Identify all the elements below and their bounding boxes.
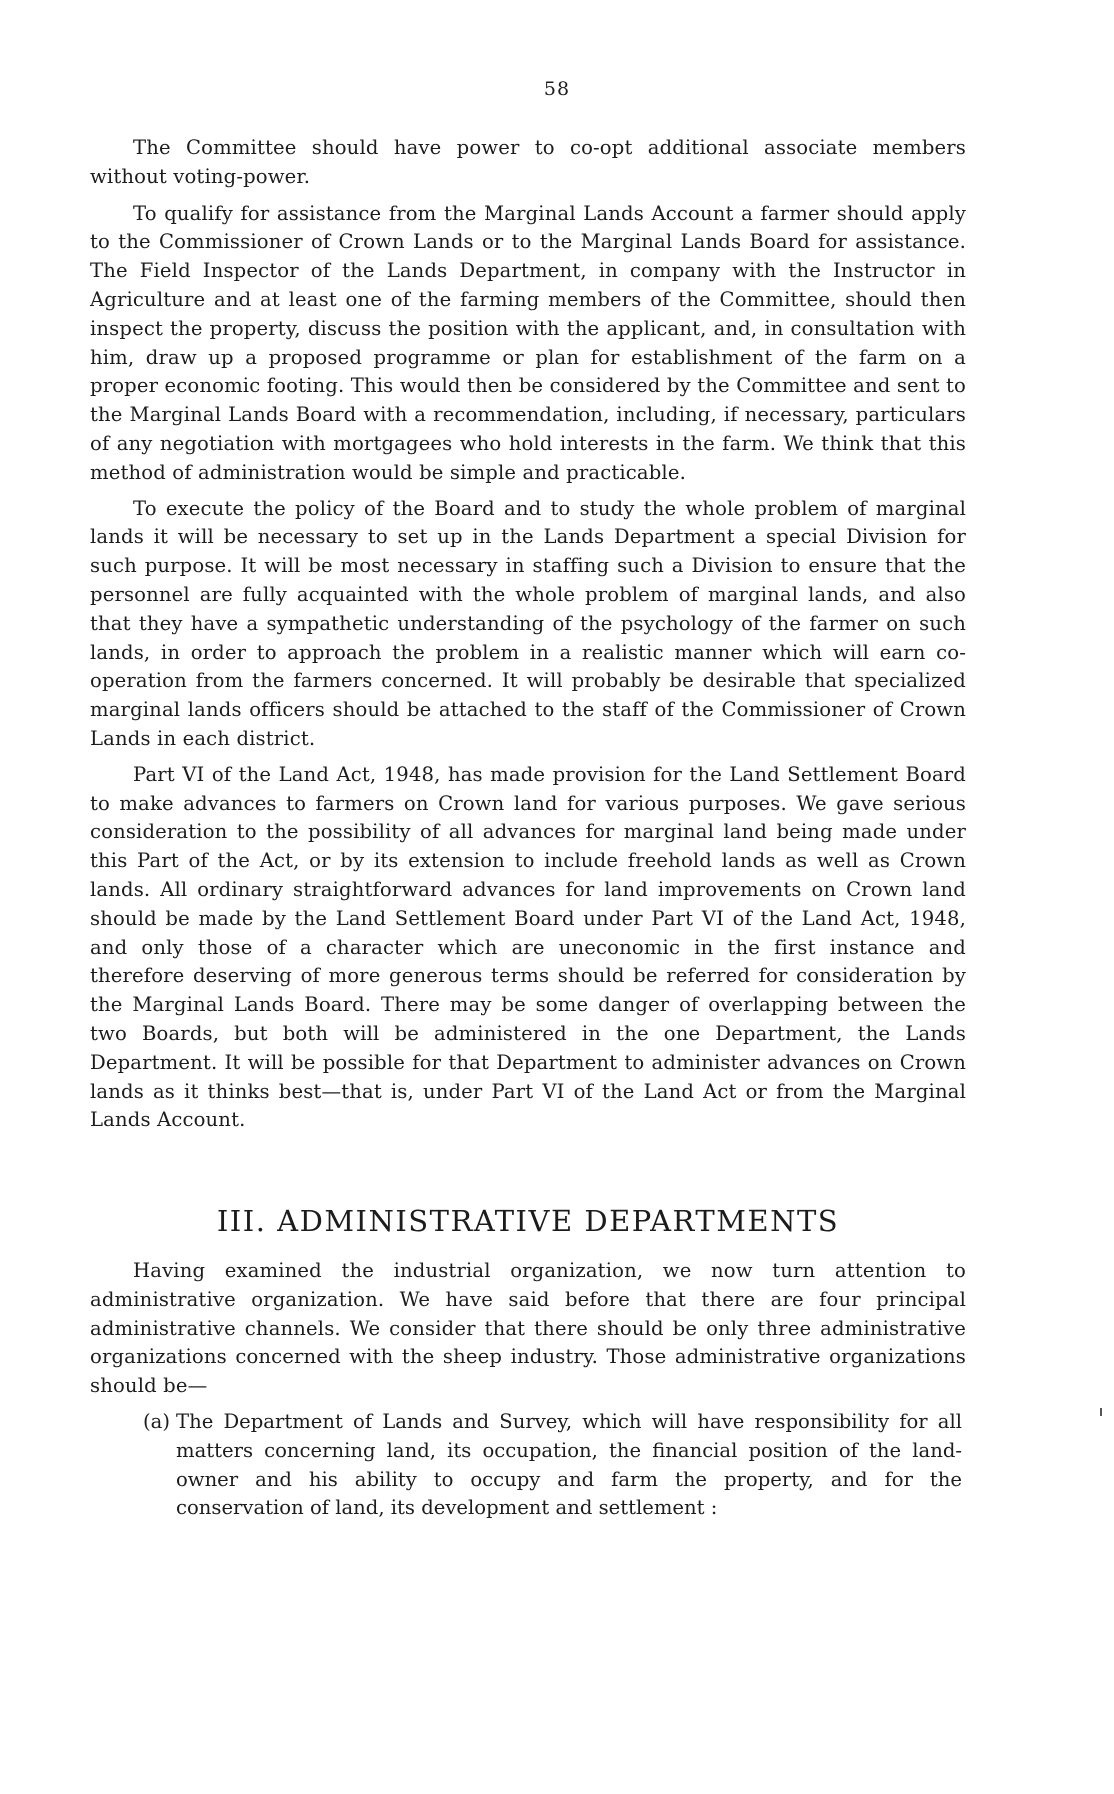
page-number: 58 — [543, 78, 571, 100]
organizations-list — [90, 1408, 966, 1523]
section-intro-paragraph: Having examined the industrial organization, we now turn attention to administrative organization. We have said before that there are four principal administrative channels. We consider that there should be only three administrative organizations concerned with the sheep industry. Those administrative organizations should be— — [90, 1259, 966, 1398]
list-item-text: The Department of Lands and Survey, which will have responsibility for all matters concerning land, its occupation, the financial position of the land-owner and his ability to occupy and farm the property, and for the conservation of land, its development and settlement : — [176, 1410, 962, 1520]
paragraph-part-vi-land-act: Part VI of the Land Act, 1948, has made provision for the Land Settlement Board to make advances to farmers on Crown land for various purposes. We gave serious consideration to the possibility of all advances for marginal land being made under this Part of the Act, or by its extension to include freehold lands as well as Crown lands. All ordinary straightforward advances for land improvements on Crown land should be made by the Land Settlement Board under Part VI of the Land Act, 1948, and only those of a character which are uneconomic in the first instance and therefore deserving of more generous terms should be referred for consideration by the Marginal Lands Board. There may be some danger of overlapping between the two Boards, but both will be administered in the one Department, the Lands Department. It will be possible for that Department to administer advances on Crown lands as it thinks best—that is, under Part VI of the Land Act or from the Marginal Lands Account. — [90, 762, 966, 1132]
section-heading: III. ADMINISTRATIVE DEPARTMENTS — [216, 1204, 840, 1239]
paragraph-execute-policy: To execute the policy of the Board and to study the whole problem of marginal lands it will be necessary to set up in the Lands Department a special Division for such purpose. It will be most necessary in staffing such a Division to ensure that the personnel are fully acquainted with the whole problem of marginal lands, and also that they have a sympathetic understanding of the psychology of the farmer on such lands, in order to approach the problem in a realistic manner which will earn co-operation from the farmers concerned. It will probably be desirable that specialized marginal lands officers should be attached to the staff of the Commissioner of Crown Lands in each district. — [90, 496, 966, 750]
paragraph-qualify-assistance: To qualify for assistance from the Marginal Lands Account a farmer should apply to the Commissioner of Crown Lands or to the Marginal Lands Board for assistance. The Field Inspector of the Lands Department, in company with the Instructor in Agriculture and at least one of the farming members of the Committee, should then inspect the property, discuss the position with the applicant, and, in consultation with him, draw up a proposed programme or plan for establishment of the farm on a proper economic footing. This would then be considered by the Committee and sent to the Marginal Lands Board with a recommendation, including, if necessary, particulars of any negotiation with mortgagees who hold interests in the farm. We think that this method of administration would be simple and practicable. — [90, 201, 966, 484]
scan-edge-mark — [1100, 1408, 1102, 1416]
paragraph-committee-power: The Committee should have power to co-opt additional associate members without voting-power. — [90, 136, 966, 188]
list-item-marker: (a) — [143, 1410, 170, 1434]
page-body — [90, 134, 966, 1523]
list-item — [90, 1408, 966, 1523]
